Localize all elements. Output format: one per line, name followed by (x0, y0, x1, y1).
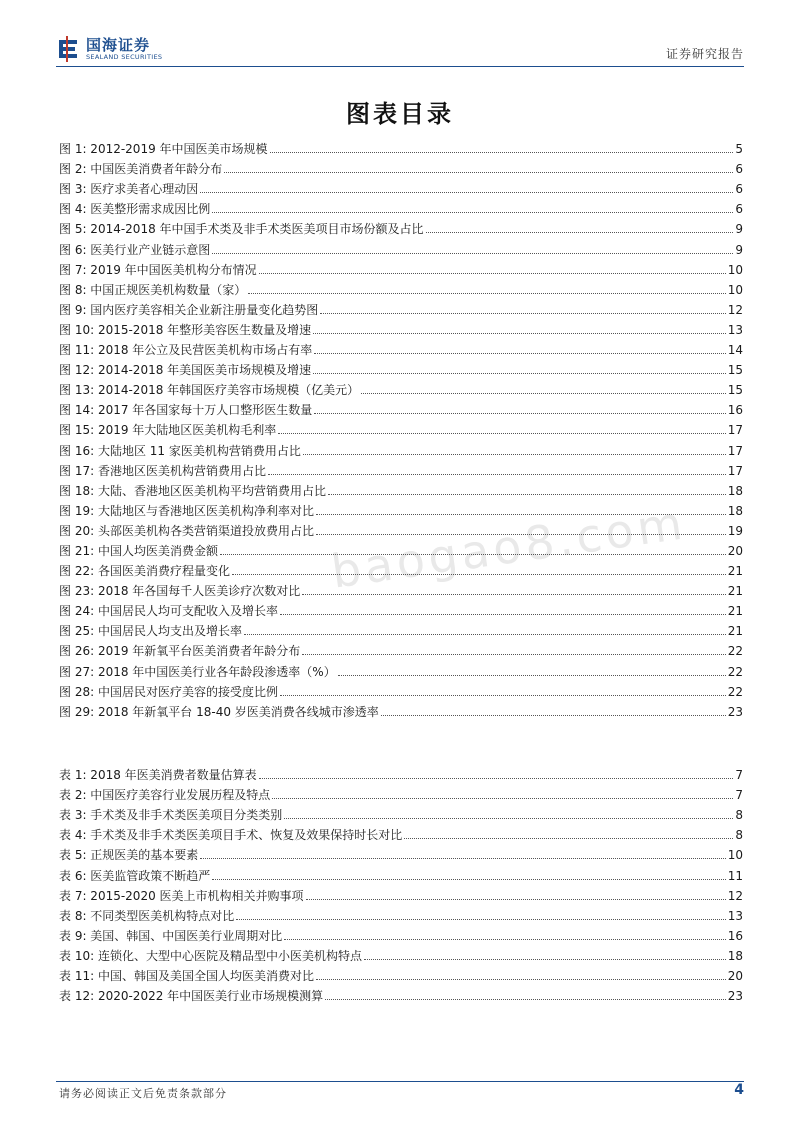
figure-entry-title[interactable]: 图 5: 2014-2018 年中国手术类及非手术类医美项目市场份额及占比 (59, 222, 424, 237)
table-entry-page[interactable]: 12 (727, 888, 743, 903)
dot-leader (314, 353, 725, 354)
figure-entry[interactable] (59, 679, 743, 699)
figure-entry-title[interactable]: 图 2: 中国医美消费者年龄分布 (59, 162, 223, 177)
figure-entry-title[interactable]: 图 29: 2018 年新氧平台 18-40 岁医美消费各线城市渗透率 (59, 704, 379, 719)
dot-leader (404, 838, 733, 839)
table-entry-page[interactable]: 10 (727, 848, 743, 863)
figure-entry-page[interactable]: 15 (727, 383, 743, 398)
figure-entry[interactable] (59, 598, 743, 618)
figure-entry[interactable] (59, 397, 743, 417)
dot-leader (303, 454, 726, 455)
dot-leader (320, 313, 725, 314)
dot-leader (236, 919, 725, 920)
figure-entry[interactable] (59, 699, 743, 719)
dot-leader (364, 959, 726, 960)
table-entry-title[interactable]: 表 3: 手术类及非手术类医美项目分类类别 (59, 808, 283, 823)
figure-entry[interactable] (59, 478, 743, 498)
table-entry-page[interactable]: 7 (735, 788, 743, 803)
figure-entry[interactable] (59, 417, 743, 437)
figure-entry-title[interactable]: 图 16: 大陆地区 11 家医美机构营销费用占比 (59, 443, 301, 458)
figure-entry-page[interactable]: 13 (727, 322, 743, 337)
figure-entry-page[interactable]: 9 (735, 222, 743, 237)
dot-leader (212, 253, 733, 254)
table-entry-title[interactable]: 表 5: 正规医美的基本要素 (59, 848, 199, 863)
figure-entry-page[interactable]: 23 (727, 704, 743, 719)
figure-entry[interactable] (59, 558, 743, 578)
table-entry-page[interactable]: 8 (735, 828, 743, 843)
figure-entry-title[interactable]: 图 23: 2018 年各国每千人医美诊疗次数对比 (59, 584, 301, 599)
figure-entry-title[interactable]: 图 15: 2019 年大陆地区医美机构毛利率 (59, 423, 277, 438)
figure-entry-page[interactable]: 21 (727, 624, 743, 639)
table-entry-title[interactable]: 表 11: 中国、韩国及美国全国人均医美消费对比 (59, 969, 314, 984)
dot-leader (313, 373, 726, 374)
figure-entry-title[interactable]: 图 11: 2018 年公立及民营医美机构市场占有率 (59, 343, 313, 358)
figure-entry[interactable] (59, 156, 743, 176)
figure-entry-title[interactable]: 图 1: 2012-2019 年中国医美市场规模 (59, 142, 268, 157)
page-number: 4 (734, 1082, 744, 1098)
dot-leader (314, 413, 725, 414)
table-toc (59, 762, 743, 1003)
table-entry-title[interactable]: 表 12: 2020-2022 年中国医美行业市场规模测算 (59, 989, 324, 1004)
figure-entry[interactable] (59, 216, 743, 236)
dot-leader (328, 494, 726, 495)
figure-entry[interactable] (59, 176, 743, 196)
table-entry[interactable] (59, 762, 743, 782)
figure-entry-page[interactable]: 18 (727, 503, 743, 518)
dot-leader (316, 534, 726, 535)
figure-entry-page[interactable]: 17 (727, 443, 743, 458)
table-entry[interactable] (59, 963, 743, 983)
figure-entry-title[interactable]: 图 8: 中国正规医美机构数量（家） (59, 282, 247, 297)
header-divider (56, 66, 744, 67)
figure-entry-title[interactable]: 图 22: 各国医美消费疗程量变化 (59, 564, 230, 579)
figure-entry-title[interactable]: 图 21: 中国人均医美消费金额 (59, 543, 218, 558)
figure-entry-page[interactable]: 18 (727, 483, 743, 498)
dot-leader (316, 514, 726, 515)
table-entry-page[interactable]: 7 (735, 768, 743, 783)
company-logo (56, 34, 162, 64)
figure-entry-title[interactable]: 图 4: 医美整形需求成因比例 (59, 202, 211, 217)
figure-entry-page[interactable]: 22 (727, 664, 743, 679)
figure-entry[interactable] (59, 458, 743, 478)
figure-entry-page[interactable]: 5 (735, 142, 743, 157)
figure-entry-title[interactable]: 图 25: 中国居民人均支出及增长率 (59, 624, 242, 639)
table-list (59, 762, 743, 1003)
figure-entry[interactable] (59, 317, 743, 337)
figure-entry-title[interactable]: 图 24: 中国居民人均可支配收入及增长率 (59, 604, 278, 619)
figure-entry-page[interactable]: 21 (727, 604, 743, 619)
dot-leader (272, 798, 733, 799)
table-entry[interactable] (59, 842, 743, 862)
figure-entry-page[interactable]: 6 (735, 202, 743, 217)
table-entry-title[interactable]: 表 6: 医美监管政策不断趋严 (59, 868, 211, 883)
figure-entry-page[interactable]: 22 (727, 684, 743, 699)
table-entry[interactable] (59, 883, 743, 903)
table-entry-title[interactable]: 表 9: 美国、韩国、中国医美行业周期对比 (59, 928, 283, 943)
figure-entry-page[interactable]: 20 (727, 543, 743, 558)
table-entry[interactable] (59, 923, 743, 943)
figure-entry[interactable] (59, 136, 743, 156)
table-entry[interactable] (59, 802, 743, 822)
table-entry[interactable] (59, 903, 743, 923)
table-entry-title[interactable]: 表 7: 2015-2020 医美上市机构相关并购事项 (59, 888, 304, 903)
dot-leader (381, 715, 726, 716)
figure-entry[interactable] (59, 638, 743, 658)
figure-entry-page[interactable]: 22 (727, 644, 743, 659)
figure-entry-page[interactable]: 17 (727, 423, 743, 438)
dot-leader (259, 273, 726, 274)
figure-entry-title[interactable]: 图 9: 国内医疗美容相关企业新注册量变化趋势图 (59, 302, 319, 317)
dot-leader (302, 594, 725, 595)
figure-entry-title[interactable]: 图 28: 中国居民对医疗美容的接受度比例 (59, 684, 278, 699)
figure-entry-title[interactable]: 图 26: 2019 年新氧平台医美消费者年龄分布 (59, 644, 301, 659)
figure-entry-page[interactable]: 21 (727, 564, 743, 579)
dot-leader (302, 654, 725, 655)
table-entry[interactable] (59, 983, 743, 1003)
figure-toc (59, 136, 743, 719)
table-entry-page[interactable]: 13 (727, 908, 743, 923)
report-type-label: 证券研究报告 (665, 47, 744, 61)
dot-leader (232, 574, 726, 575)
figure-entry-title[interactable]: 图 7: 2019 年中国医美机构分布情况 (59, 262, 257, 277)
dot-leader (426, 232, 734, 233)
dot-leader (278, 433, 725, 434)
dot-leader (268, 474, 726, 475)
table-entry-page[interactable]: 11 (727, 868, 743, 883)
sealand-logo-icon (56, 36, 80, 62)
dot-leader (244, 634, 726, 635)
dot-leader (280, 614, 726, 615)
figure-entry[interactable] (59, 518, 743, 538)
table-entry[interactable] (59, 943, 743, 963)
figure-entry-title[interactable]: 图 19: 大陆地区与香港地区医美机构净利率对比 (59, 503, 314, 518)
dot-leader (224, 172, 733, 173)
dot-leader (212, 212, 733, 213)
dot-leader (212, 879, 725, 880)
figure-entry-title[interactable]: 图 20: 头部医美机构各类营销渠道投放费用占比 (59, 523, 314, 538)
figure-entry-page[interactable]: 6 (735, 162, 743, 177)
logo-english-name: SEALAND SECURITIES (86, 53, 163, 61)
figure-entry-page[interactable]: 16 (727, 403, 743, 418)
dot-leader (306, 899, 726, 900)
dot-leader (361, 393, 726, 394)
figure-entry[interactable] (59, 377, 743, 397)
dot-leader (248, 293, 725, 294)
table-entry-page[interactable]: 8 (735, 808, 743, 823)
figure-entry-page[interactable]: 10 (727, 282, 743, 297)
table-entry-page[interactable]: 20 (727, 969, 743, 984)
figure-entry-title[interactable]: 图 13: 2014-2018 年韩国医疗美容市场规模（亿美元） (59, 383, 360, 398)
figure-entry[interactable] (59, 538, 743, 558)
figure-entry[interactable] (59, 357, 743, 377)
dot-leader (325, 999, 726, 1000)
figure-entry-title[interactable]: 图 27: 2018 年中国医美行业各年龄段渗透率（%） (59, 664, 336, 679)
dot-leader (338, 675, 726, 676)
figure-entry[interactable] (59, 196, 743, 216)
figure-entry-page[interactable]: 15 (727, 363, 743, 378)
figure-entry-title[interactable]: 图 18: 大陆、香港地区医美机构平均营销费用占比 (59, 483, 326, 498)
table-entry[interactable] (59, 822, 743, 842)
figure-entry[interactable] (59, 337, 743, 357)
figure-entry[interactable] (59, 236, 743, 256)
disclaimer-note: 请务必阅读正文后免责条款部分 (59, 1087, 227, 1100)
figure-entry-page[interactable]: 19 (727, 523, 743, 538)
dot-leader (316, 979, 726, 980)
figure-entry-page[interactable]: 12 (727, 302, 743, 317)
figure-entry[interactable] (59, 578, 743, 598)
figure-entry[interactable] (59, 498, 743, 518)
table-entry-page[interactable]: 18 (727, 948, 743, 963)
figure-entry-title[interactable]: 图 10: 2015-2018 年整形美容医生数量及增速 (59, 322, 312, 337)
table-entry-title[interactable]: 表 8: 不同类型医美机构特点对比 (59, 908, 235, 923)
dot-leader (200, 192, 733, 193)
table-entry-title[interactable]: 表 10: 连锁化、大型中心医院及精品型中小医美机构特点 (59, 948, 362, 963)
figure-entry[interactable] (59, 297, 743, 317)
table-entry-page[interactable]: 23 (727, 989, 743, 1004)
figure-entry[interactable] (59, 437, 743, 457)
dot-leader (220, 554, 726, 555)
figure-entry-page[interactable]: 14 (727, 343, 743, 358)
page-title: 图表目录 (346, 99, 454, 128)
dot-leader (284, 939, 725, 940)
figure-entry-title[interactable]: 图 14: 2017 年各国家每十万人口整形医生数量 (59, 403, 313, 418)
figure-entry-title[interactable]: 图 3: 医疗求美者心理动因 (59, 182, 199, 197)
table-entry[interactable] (59, 862, 743, 882)
dot-leader (259, 778, 734, 779)
figure-entry-title[interactable]: 图 17: 香港地区医美机构营销费用占比 (59, 463, 266, 478)
figure-entry-page[interactable]: 9 (735, 242, 743, 257)
logo-chinese-name: 国海证券 (86, 36, 151, 54)
dot-leader (200, 858, 725, 859)
figure-entry-page[interactable]: 21 (727, 584, 743, 599)
table-entry-page[interactable]: 16 (727, 928, 743, 943)
figure-entry[interactable] (59, 277, 743, 297)
figure-entry-title[interactable]: 图 6: 医美行业产业链示意图 (59, 242, 211, 257)
table-entry[interactable] (59, 782, 743, 802)
footer-divider (56, 1081, 744, 1082)
table-entry-title[interactable]: 表 1: 2018 年医美消费者数量估算表 (59, 768, 257, 783)
figure-entry[interactable] (59, 658, 743, 678)
dot-leader (280, 695, 726, 696)
figure-list (59, 136, 743, 719)
figure-entry-page[interactable]: 6 (735, 182, 743, 197)
table-entry-title[interactable]: 表 2: 中国医疗美容行业发展历程及特点 (59, 788, 271, 803)
figure-entry[interactable] (59, 618, 743, 638)
table-entry-title[interactable]: 表 4: 手术类及非手术类医美项目手术、恢复及效果保持时长对比 (59, 828, 403, 843)
figure-entry[interactable] (59, 257, 743, 277)
dot-leader (313, 333, 726, 334)
watermark-text: baogao8.com (327, 495, 690, 599)
figure-entry-page[interactable]: 17 (727, 463, 743, 478)
dot-leader (270, 152, 734, 153)
figure-entry-title[interactable]: 图 12: 2014-2018 年美国医美市场规模及增速 (59, 363, 312, 378)
page-header (56, 30, 744, 66)
figure-entry-page[interactable]: 10 (727, 262, 743, 277)
dot-leader (284, 818, 733, 819)
